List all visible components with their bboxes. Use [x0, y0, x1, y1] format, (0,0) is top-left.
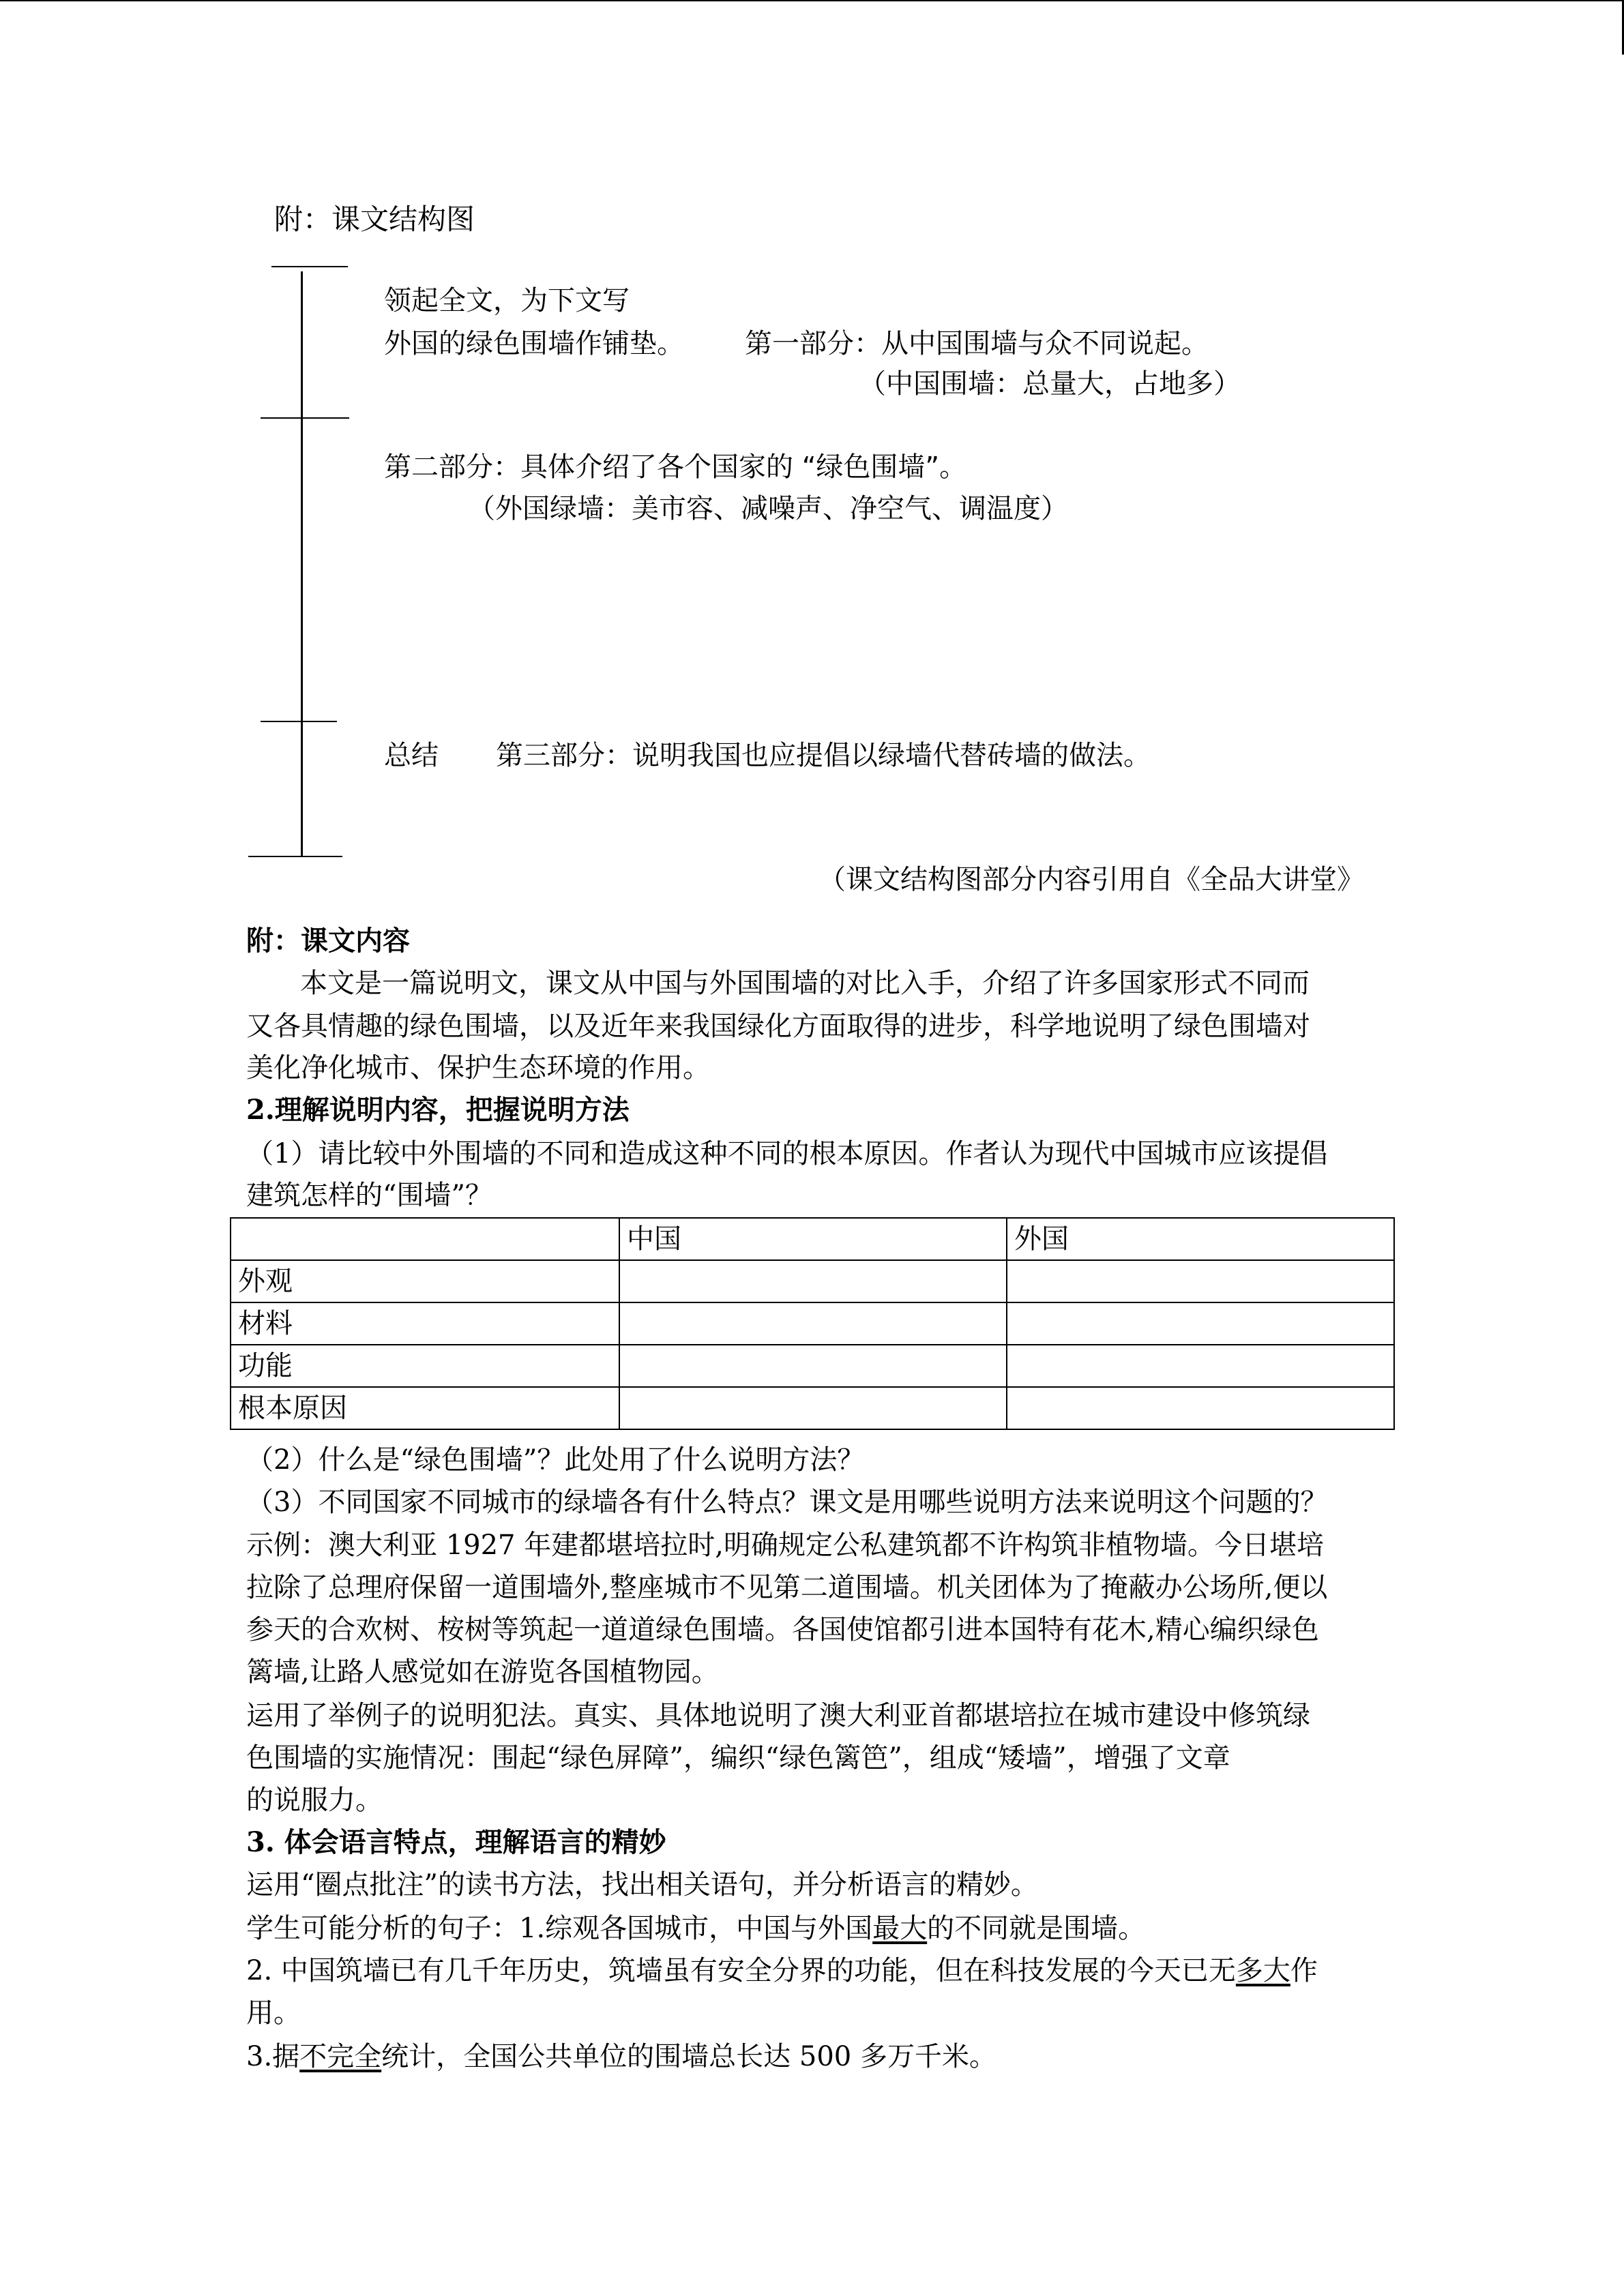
part2-note: （外国绿墙：美市容、减噪声、净空气、调温度）	[468, 493, 1068, 524]
table-header-row	[231, 1218, 1394, 1260]
table-row-label: 外观	[231, 1260, 619, 1302]
table-row-label: 根本原因	[231, 1387, 619, 1429]
table-header-cell	[231, 1218, 619, 1260]
para1-line3: 美化净化城市、保护生态环境的作用。	[246, 1052, 710, 1084]
example-line1: 示例：澳大利亚 1927 年建都堪培拉时,明确规定公私建筑都不许构筑非植物墙。今日堪培	[246, 1530, 1324, 1561]
table-cell	[1007, 1387, 1394, 1429]
part2-label: 第二部分：具体介绍了各个国家的 “绿色围墙”。	[384, 451, 967, 483]
question2: （2）什么是“绿色围墙”？此处用了什么说明方法？	[246, 1444, 865, 1476]
table-cell	[1007, 1302, 1394, 1345]
part1-label: 第一部分：从中国围墙与众不同说起。	[745, 328, 1209, 359]
page-top-border	[0, 0, 1624, 1]
sentence1-post: 的不同就是围墙。	[927, 1913, 1146, 1944]
table-row	[231, 1387, 1394, 1429]
table-header-cell: 中国	[619, 1218, 1007, 1260]
analysis-line3: 的说服力。	[246, 1785, 383, 1816]
sentence2-line2: 用。	[246, 1997, 301, 2029]
question1-line2: 建筑怎样的“围墙”？	[246, 1180, 492, 1211]
sentence2-post: 作	[1290, 1955, 1318, 1986]
sentence3-post: 统计，全国公共单位的围墙总长达 500 多万千米。	[381, 2041, 996, 2072]
comparison-table	[230, 1217, 1395, 1430]
diagram-tick-bottom	[248, 856, 342, 857]
method-line: 运用“圈点批注”的读书方法，找出相关语句，并分析语言的精妙。	[246, 1869, 1038, 1900]
part1-note: （中国围墙：总量大，占地多）	[859, 368, 1241, 400]
diagram-vertical-line	[301, 271, 303, 856]
sentence1-pre: 学生可能分析的句子：1.综观各国城市，中国与外国	[246, 1913, 873, 1944]
para1-line2: 又各具情趣的绿色围墙，以及近年来我国绿化方面取得的进步，科学地说明了绿色围墙对	[246, 1011, 1310, 1042]
example-line4: 篱墙,让路人感觉如在游览各国植物园。	[246, 1656, 719, 1688]
example-line3: 参天的合欢树、桉树等筑起一道道绿色围墙。各国使馆都引进本国特有花木,精心编织绿色	[246, 1614, 1319, 1645]
example-line2: 拉除了总理府保留一道围墙外,整座城市不见第二道围墙。机关团体为了掩蔽办公场所,便以	[246, 1572, 1328, 1603]
table-row-label: 材料	[231, 1302, 619, 1345]
table-cell	[1007, 1260, 1394, 1302]
table-row	[231, 1302, 1394, 1345]
part1-lead-line1: 领起全文，为下文写	[384, 285, 630, 316]
table-cell	[619, 1345, 1007, 1387]
sentence1-underlined: 最大	[872, 1913, 928, 1944]
para1-line1: 本文是一篇说明文，课文从中国与外国围墙的对比入手，介绍了许多国家形式不同而	[300, 968, 1310, 999]
table-row-label: 功能	[231, 1345, 619, 1387]
table-header-cell: 外国	[1007, 1218, 1394, 1260]
section2-heading: 2.理解说明内容，把握说明方法	[246, 1094, 630, 1126]
diagram-source-note: （课文结构图部分内容引用自《全品大讲堂》	[818, 864, 1364, 895]
sentence2-underlined: 多大	[1235, 1955, 1290, 1986]
question1-line1: （1）请比较中外围墙的不同和造成这种不同的根本原因。作者认为现代中国城市应该提倡	[246, 1138, 1328, 1169]
diagram-tick-part2	[261, 417, 349, 419]
analysis-line2: 色围墙的实施情况：围起“绿色屏障”，编织“绿色篱笆”，组成“矮墙”，增强了文章	[246, 1742, 1230, 1774]
sentence1	[246, 1909, 1145, 1948]
table-cell	[619, 1260, 1007, 1302]
sentence3-underlined: 不完全	[299, 2041, 382, 2072]
question3: （3）不同国家不同城市的绿墙各有什么特点？课文是用哪些说明方法来说明这个问题的？	[246, 1487, 1328, 1518]
part1-lead-line2: 外国的绿色围墙作铺垫。	[384, 328, 684, 359]
sentence3	[246, 2038, 996, 2076]
diagram-title: 附：课文结构图	[274, 203, 475, 236]
diagram-tick-top	[271, 266, 348, 267]
content-heading: 附：课文内容	[246, 925, 410, 957]
diagram-tick-part3	[261, 721, 337, 722]
table-cell	[1007, 1345, 1394, 1387]
table-row	[231, 1345, 1394, 1387]
sentence2-pre: 2. 中国筑墙已有几千年历史，筑墙虽有安全分界的功能，但在科技发展的今天已无	[246, 1955, 1236, 1986]
table-cell	[619, 1302, 1007, 1345]
table-row	[231, 1260, 1394, 1302]
sentence3-pre: 3.据	[246, 2041, 300, 2072]
analysis-line1: 运用了举例子的说明犯法。真实、具体地说明了澳大利亚首都堪培拉在城市建设中修筑绿	[246, 1700, 1310, 1731]
part3-lead: 总结	[384, 740, 439, 771]
sentence2-line1	[246, 1952, 1318, 1990]
table-cell	[619, 1387, 1007, 1429]
part3-label: 第三部分：说明我国也应提倡以绿墙代替砖墙的做法。	[496, 740, 1151, 771]
section3-heading: 3. 体会语言特点，理解语言的精妙	[246, 1826, 666, 1858]
